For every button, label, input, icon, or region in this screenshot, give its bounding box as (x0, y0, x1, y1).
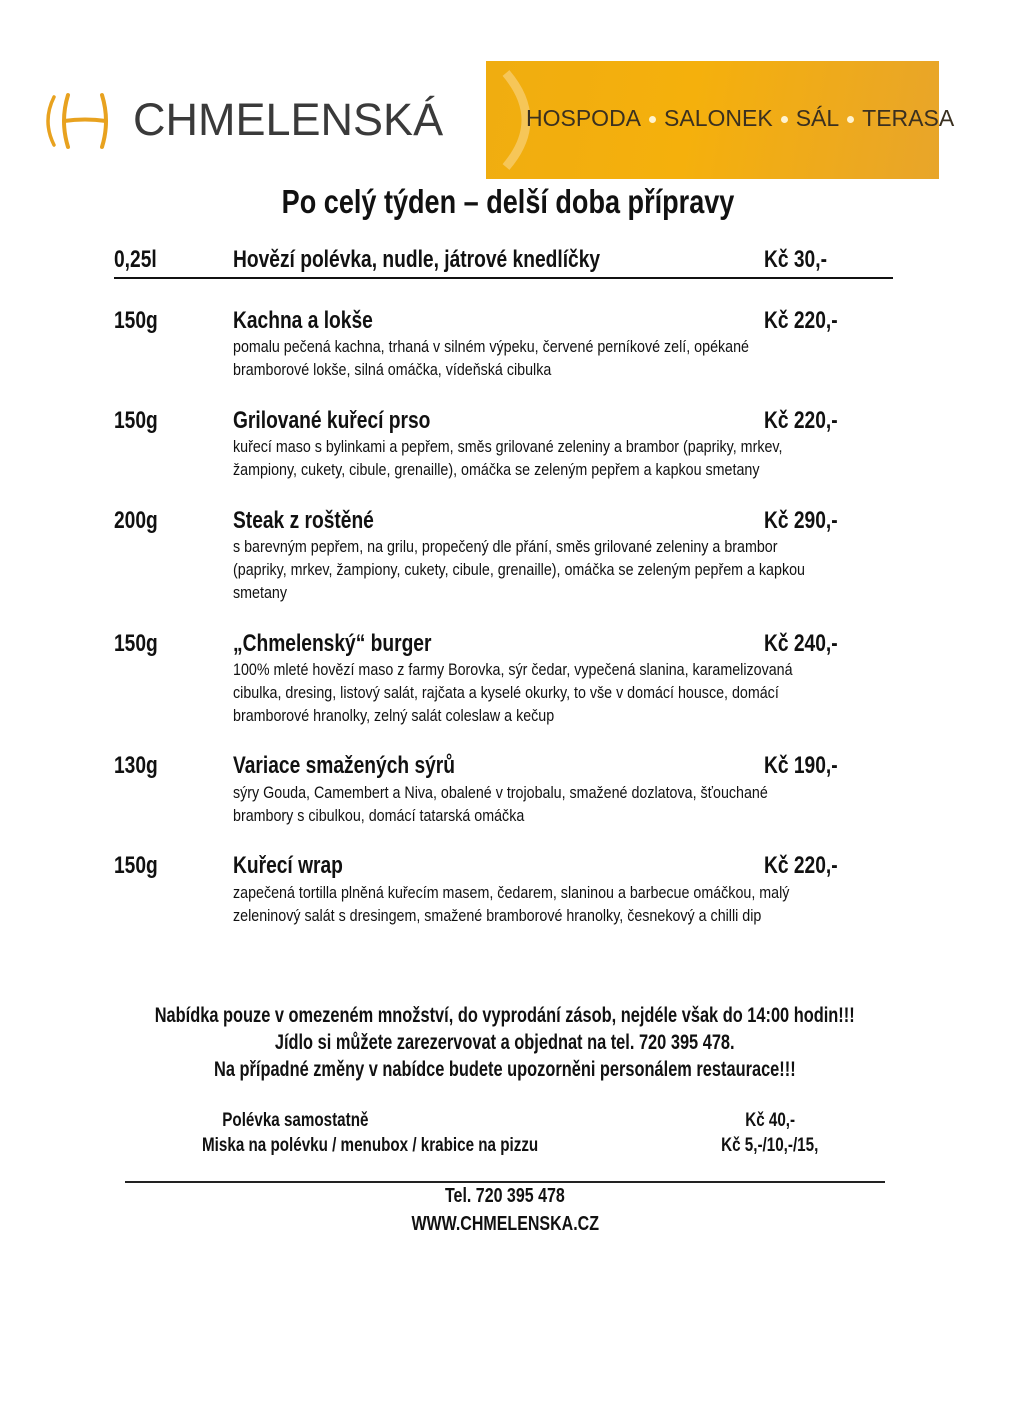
text: sýry Gouda, Camembert a Niva, obalené v trojobalu, smažené dozlatova, šťouchané (233, 783, 768, 802)
text: žampiony, cukety, cibule, grenaille), omáčka se zeleným pepřem a kapkou smetany (233, 460, 760, 479)
text: Tel. 720 395 478 (445, 1185, 565, 1207)
text: Kč 220,- (764, 307, 838, 334)
item-quantity (114, 507, 169, 535)
text: 130g (114, 752, 158, 779)
text: Variace smažených sýrů (233, 752, 456, 779)
item-price (764, 407, 856, 435)
text: 150g (114, 407, 158, 434)
item-description (233, 535, 914, 604)
note-reservation (0, 1031, 1010, 1055)
text: Polévka samostatně (221, 1110, 369, 1131)
brand-name: CHMELENSKÁ (133, 94, 444, 145)
dot-separator-icon (847, 116, 854, 123)
soup-name (233, 246, 692, 274)
banner-categories (526, 105, 954, 132)
item-description (233, 435, 887, 481)
banner-item-salonek: SALONEK (664, 105, 773, 131)
text: 150g (114, 307, 158, 334)
soup-quantity (114, 246, 167, 274)
item-description (233, 781, 870, 827)
footer-website (0, 1213, 1010, 1236)
banner-item-hospoda: HOSPODA (526, 105, 642, 131)
extra-price (700, 1110, 840, 1132)
divider (114, 277, 893, 279)
banner-item-terasa: TERASA (862, 105, 955, 131)
item-price (764, 507, 856, 535)
text: (papriky, mrkev, žampiony, cukety, cibule, grenaille), omáčka se zeleným pepřem a kapkou (233, 560, 805, 579)
item-name (233, 752, 511, 780)
item-price (764, 307, 856, 335)
item-name (233, 307, 408, 335)
item-quantity (114, 407, 169, 435)
text: Grilované kuřecí prso (233, 407, 431, 434)
text: Kč 30,- (764, 246, 827, 273)
text: Kč 220,- (764, 407, 838, 434)
item-name (233, 407, 480, 435)
text: Miska na polévku / menubox / krabice na pizzu (201, 1135, 539, 1156)
text: Kuřecí wrap (233, 852, 343, 879)
text: WWW.CHMELENSKA.CZ (411, 1213, 599, 1235)
item-name (233, 507, 409, 535)
text: kuřecí maso s bylinkami a pepřem, směs grilované zeleniny a brambor (papriky, mrkev, (233, 437, 783, 456)
text: zeleninový salát s dresingem, smažené bramborové hranolky, česnekový a chilli dip (233, 906, 762, 925)
note-availability (0, 1004, 1010, 1028)
item-quantity (114, 630, 169, 658)
text: Kč 240,- (764, 630, 838, 657)
extra-price (690, 1135, 850, 1157)
item-quantity (114, 752, 169, 780)
page-title (0, 183, 1017, 221)
item-description (233, 658, 899, 727)
text: s barevným pepřem, na grilu, propečený dle přání, směs grilované zeleniny a brambor (233, 537, 778, 556)
text: Kč 190,- (764, 752, 838, 779)
text: smetany (233, 583, 287, 602)
text: Kč 290,- (764, 507, 838, 534)
text: 200g (114, 507, 158, 534)
item-description (233, 881, 895, 927)
soup-price (764, 246, 843, 274)
extra-label (140, 1135, 600, 1157)
text: pomalu pečená kachna, trhaná v silném výpeku, červené perníkové zelí, opékané (233, 337, 749, 356)
text: Po celý týden – delší doba přípravy (282, 183, 735, 220)
item-quantity (114, 307, 169, 335)
item-description (233, 335, 847, 381)
item-name (233, 630, 481, 658)
footer-phone (0, 1185, 1010, 1208)
chmelenska-logo-icon (40, 93, 116, 149)
text: 100% mleté hovězí maso z farmy Borovka, sýr čedar, vypečená slanina, karamelizovaná (233, 660, 793, 679)
dot-separator-icon (649, 116, 656, 123)
text: Jídlo si můžete zarezervovat a objednat na tel. 720 395 478. (275, 1031, 735, 1054)
text: Kč 5,-/10,-/15, (721, 1135, 819, 1156)
text: Hovězí polévka, nudle, játrové knedlíčky (233, 246, 601, 273)
item-quantity (114, 852, 169, 880)
footer-divider (125, 1181, 885, 1183)
banner-item-sal: SÁL (795, 105, 840, 131)
text: Kč 40,- (745, 1110, 795, 1131)
header-banner (486, 61, 955, 179)
text: Na případné změny v nabídce budete upozorněni personálem restaurace!!! (214, 1058, 796, 1081)
text: Kachna a lokše (233, 307, 373, 334)
text: bramborové hranolky, zelný salát coleslaw a kečup (233, 706, 555, 725)
text: Nabídka pouze v omezeném množství, do vyprodání zásob, nejdéle však do 14:00 hodin!!! (155, 1004, 855, 1027)
item-price (764, 852, 856, 880)
text: Kč 220,- (764, 852, 838, 879)
extra-label (170, 1110, 420, 1132)
text: 0,25l (114, 246, 157, 273)
item-price (764, 752, 856, 780)
text: Steak z roštěné (233, 507, 374, 534)
item-name (233, 852, 370, 880)
text: cibulka, dresing, listový salát, rajčata a kyselé okurky, to vše v domácí housce, domácí (233, 683, 779, 702)
text: 150g (114, 852, 158, 879)
text: „Chmelenský“ burger (233, 630, 432, 657)
text: brambory s cibulkou, domácí tatarská omáčka (233, 806, 525, 825)
note-changes (0, 1058, 1010, 1082)
text: 150g (114, 630, 158, 657)
item-price (764, 630, 856, 658)
text: zapečená tortilla plněná kuřecím masem, čedarem, slaninou a barbecue omáčkou, malý (233, 883, 790, 902)
dot-separator-icon (781, 116, 788, 123)
text: bramborové lokše, silná omáčka, vídeňská cibulka (233, 360, 552, 379)
